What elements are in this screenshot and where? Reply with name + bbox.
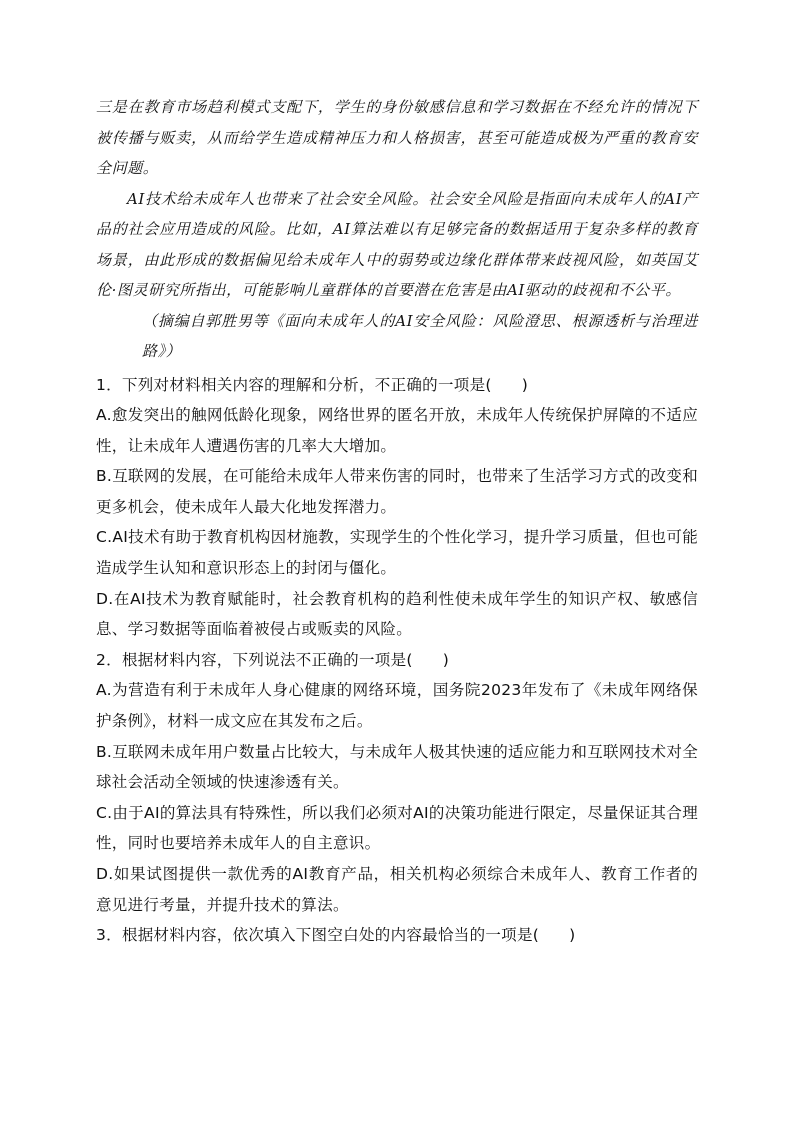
option-d: D.在AI技术为教育赋能时，社会教育机构的趋利性使未成年学生的知识产权、敏感信息、学习数据等面临着被侵占或贩卖的风险。 — [96, 589, 698, 639]
question-stem-close: ) — [521, 375, 529, 394]
question-stem — [96, 370, 698, 401]
reading-passage — [96, 92, 698, 367]
question-1 — [96, 370, 698, 645]
passage-paragraph: 三是在教育市场趋利模式支配下，学生的身份敏感信息和学习数据在不经允许的情况下被传播与贩卖，从而给学生造成精神压力和人格损害，甚至可能造成极为严重的教育安全问题。 — [96, 98, 698, 177]
question-stem-close: ) — [569, 926, 576, 945]
question-stem — [96, 920, 698, 951]
option-d: D.如果试图提供一款优秀的AI教育产品，相关机构必须综合未成年人、教育工作者的意见进行考量，并提升技术的算法。 — [96, 865, 698, 914]
question-stem — [96, 645, 698, 676]
question-stem-text: 3．根据材料内容，依次填入下图空白处的内容最恰当的一项是( — [96, 926, 540, 945]
question-stem-text: 1．下列对材料相关内容的理解和分析，不正确的一项是( — [96, 375, 492, 394]
option-c: C.AI技术有助于教育机构因材施教，实现学生的个性化学习，提升学习质量，但也可能造成学生认知和意识形态上的封闭与僵化。 — [96, 528, 698, 578]
option-b: B.互联网未成年用户数量占比较大，与未成年人极其快速的适应能力和互联网技术对全球社会活动全领域的快速渗透有关。 — [96, 742, 698, 792]
question-list — [96, 370, 698, 951]
passage-paragraph: AI技术给未成年人也带来了社会安全风险。社会安全风险是指面向未成年人的AI产品的社会应用造成的风险。比如，AI算法难以有足够完备的数据适用于复杂多样的教育场景，由此形成的数据偏见给未成年人中的弱势或边缘化群体带来歧视风险，如英国艾伦·图灵研究所指出，可能影响儿童群体的首要潜在危害是由AI驱动的歧视和不公平。 — [96, 189, 698, 299]
option-c: C.由于AI的算法具有特殊性，所以我们必须对AI的决策功能进行限定，尽量保证其合理性，同时也要培养未成年人的自主意识。 — [96, 803, 698, 853]
option-a: A.为营造有利于未成年人身心健康的网络环境，国务院2023年发布了《未成年网络保护条例》，材料一成文应在其发布之后。 — [96, 681, 698, 731]
question-stem-text: 2．根据材料内容，下列说法不正确的一项是( — [96, 650, 413, 669]
option-b: B.互联网的发展，在可能给未成年人带来伤害的同时，也带来了生活学习方式的改变和更多机会，使未成年人最大化地发挥潜力。 — [96, 467, 698, 516]
document-page — [96, 92, 698, 951]
option-a: A.愈发突出的触网低龄化现象，网络世界的匿名开放，未成年人传统保护屏障的不适应性，让未成年人遭遇伤害的几率大大增加。 — [96, 406, 698, 455]
question-2 — [96, 645, 698, 920]
question-3 — [96, 920, 698, 951]
question-stem-close: ) — [442, 650, 450, 669]
passage-source: （摘编自郭胜男等《面向未成年人的AI安全风险：风险澄思、根源透析与治理进路》） — [142, 311, 698, 360]
